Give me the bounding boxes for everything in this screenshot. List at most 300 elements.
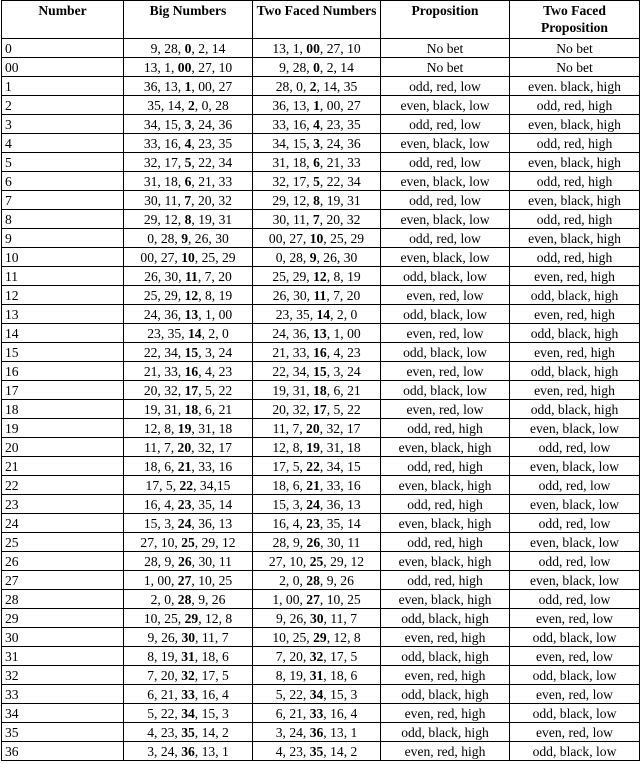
cell-proposition: even, black, high [381, 514, 510, 533]
number-sequence: , 5, 22 [198, 382, 233, 398]
cell-proposition: odd, black, low [381, 381, 510, 400]
highlighted-number: 5 [313, 173, 320, 189]
cell-proposition: even, black, low [381, 96, 510, 115]
cell-two-faced-proposition: odd, black, low [510, 704, 640, 723]
cell-number: 14 [2, 324, 124, 343]
highlighted-number: 19 [306, 439, 320, 455]
cell-two-faced-numbers [253, 248, 381, 267]
number-sequence: , 10, 25 [319, 591, 361, 607]
number-sequence: 33, 16, [272, 116, 314, 132]
cell-two-faced-numbers [253, 362, 381, 381]
cell-proposition: odd, black, low [381, 305, 510, 324]
cell-two-faced-proposition: even, red, low [510, 685, 640, 704]
cell-big-numbers [124, 248, 253, 267]
cell-number: 18 [2, 400, 124, 419]
number-sequence: 23, 35, [275, 306, 317, 322]
highlighted-number: 17 [184, 382, 199, 398]
number-sequence: , 1, 00 [326, 325, 361, 341]
cell-big-numbers [124, 77, 253, 96]
number-sequence: 18, 6, [143, 458, 178, 474]
cell-two-faced-numbers [253, 457, 381, 476]
table-row [2, 704, 640, 723]
cell-proposition: odd, black, high [381, 723, 510, 742]
number-sequence: , 2, 14 [191, 40, 226, 56]
table-row [2, 191, 640, 210]
cell-proposition: odd, red, high [381, 419, 510, 438]
number-sequence: 33, 16, [143, 135, 185, 151]
number-sequence: 8, 19, [275, 667, 310, 683]
number-sequence: 30, 11, [272, 211, 313, 227]
number-sequence: 23, 35, [147, 325, 188, 341]
table-row [2, 590, 640, 609]
number-sequence: , 23, 35 [191, 135, 233, 151]
cell-proposition: odd, red, low [381, 191, 510, 210]
cell-proposition: even, black, low [381, 210, 510, 229]
cell-big-numbers [124, 552, 253, 571]
number-sequence: 28, 9, [272, 534, 307, 550]
cell-two-faced-proposition: odd, red, high [510, 134, 640, 153]
cell-proposition: even, red, high [381, 704, 510, 723]
number-sequence: 34, 15, [143, 116, 185, 132]
cell-two-faced-proposition: even, black, high [510, 229, 640, 248]
highlighted-number: 0 [184, 40, 192, 56]
cell-big-numbers [124, 58, 253, 77]
cell-proposition: odd, black, high [381, 685, 510, 704]
highlighted-number: 0 [313, 59, 320, 75]
number-sequence: 9, 26, [275, 610, 310, 626]
cell-two-faced-proposition: odd, red, high [510, 96, 640, 115]
cell-big-numbers [124, 666, 253, 685]
number-sequence: 3, 24, [275, 724, 310, 740]
number-sequence: 25, 29, [143, 287, 185, 303]
cell-two-faced-numbers [253, 229, 381, 248]
cell-two-faced-proposition: odd, black, high [510, 324, 640, 343]
cell-big-numbers [124, 172, 253, 191]
number-sequence: , 1, 00 [198, 306, 233, 322]
highlighted-number: 13 [184, 306, 199, 322]
cell-two-faced-proposition: even, red, high [510, 267, 640, 286]
highlighted-number: 6 [313, 154, 320, 170]
highlighted-number: 5 [184, 154, 192, 170]
highlighted-number: 34 [309, 686, 324, 702]
highlighted-number: 15 [184, 344, 199, 360]
highlighted-number: 26 [306, 534, 321, 550]
number-sequence: 32, 17, [143, 154, 185, 170]
table-row [2, 685, 640, 704]
cell-big-numbers [124, 362, 253, 381]
cell-number: 2 [2, 96, 124, 115]
table-row [2, 305, 640, 324]
number-sequence: 3, 24, [147, 743, 182, 759]
cell-two-faced-proposition: even. black, high [510, 77, 640, 96]
cell-two-faced-proposition: odd, black, high [510, 362, 640, 381]
highlighted-number: 24 [306, 496, 320, 512]
cell-two-faced-proposition: odd, black, low [510, 666, 640, 685]
number-sequence: 17, 5, [272, 458, 307, 474]
cell-proposition: odd, red, high [381, 495, 510, 514]
cell-two-faced-proposition: even, black, low [510, 571, 640, 590]
highlighted-number: 4 [313, 116, 320, 132]
cell-proposition: odd, black, high [381, 609, 510, 628]
number-sequence: , 18, 6 [194, 648, 229, 664]
cell-big-numbers [124, 153, 253, 172]
highlighted-number: 31 [181, 648, 195, 664]
cell-big-numbers [124, 39, 253, 58]
number-sequence: 27, 10, [268, 553, 310, 569]
table-row [2, 343, 640, 362]
number-sequence: 13, 1, [143, 59, 178, 75]
cell-number: 24 [2, 514, 124, 533]
highlighted-number: 19 [177, 420, 192, 436]
number-sequence: , 22, 34 [191, 154, 233, 170]
cell-two-faced-proposition: odd, red, low [510, 476, 640, 495]
cell-two-faced-proposition: even, red, low [510, 723, 640, 742]
number-sequence: 2, 0, [150, 591, 178, 607]
cell-two-faced-numbers [253, 533, 381, 552]
cell-proposition: even, black, high [381, 552, 510, 571]
cell-number: 9 [2, 229, 124, 248]
cell-two-faced-proposition: odd, red, low [510, 552, 640, 571]
number-sequence: , 35, 14 [319, 515, 361, 531]
table-row [2, 476, 640, 495]
cell-two-faced-proposition: even, red, high [510, 305, 640, 324]
number-sequence: 0, 28, [275, 249, 310, 265]
number-sequence: , 23, 35 [319, 116, 361, 132]
cell-proposition: odd, red, high [381, 457, 510, 476]
number-sequence: , 26, 30 [316, 249, 358, 265]
cell-big-numbers [124, 704, 253, 723]
cell-two-faced-proposition: even, black, low [510, 533, 640, 552]
number-sequence: 9, 28, [279, 59, 314, 75]
highlighted-number: 27 [306, 591, 320, 607]
highlighted-number: 18 [184, 401, 199, 417]
number-sequence: 11, 7, [144, 439, 178, 455]
cell-two-faced-numbers [253, 742, 381, 761]
cell-big-numbers [124, 210, 253, 229]
number-sequence: 12, 8, [272, 439, 307, 455]
cell-number: 19 [2, 419, 124, 438]
cell-two-faced-numbers [253, 172, 381, 191]
table-row [2, 609, 640, 628]
cell-two-faced-proposition: odd, black, low [510, 742, 640, 761]
cell-proposition: even, black, high [381, 590, 510, 609]
cell-two-faced-proposition: even, black, low [510, 419, 640, 438]
cell-two-faced-proposition: even, black, high [510, 191, 640, 210]
cell-two-faced-proposition: odd, black, high [510, 400, 640, 419]
cell-big-numbers [124, 419, 253, 438]
number-sequence: 26, 30, [144, 268, 185, 284]
cell-big-numbers [124, 628, 253, 647]
number-sequence: 7, 20, [275, 648, 310, 664]
number-sequence: 16, 4, [143, 496, 178, 512]
cell-two-faced-proposition: even, red, low [510, 609, 640, 628]
table-row [2, 58, 640, 77]
cell-two-faced-proposition: even, black, high [510, 115, 640, 134]
cell-number: 8 [2, 210, 124, 229]
number-sequence: , 2, 0 [330, 306, 358, 322]
number-sequence: 31, 18, [272, 154, 314, 170]
highlighted-number: 21 [306, 477, 320, 493]
number-sequence: 10, 25, [272, 629, 314, 645]
number-sequence: , 25, 29 [194, 249, 236, 265]
header-two-faced-numbers: Two Faced Numbers [253, 1, 381, 39]
cell-number: 1 [2, 77, 124, 96]
highlighted-number: 24 [177, 515, 192, 531]
number-sequence: , 30, 11 [191, 553, 232, 569]
cell-two-faced-proposition: No bet [510, 58, 640, 77]
highlighted-number: 34 [181, 705, 195, 721]
highlighted-number: 22 [306, 458, 320, 474]
highlighted-number: 9 [309, 249, 317, 265]
cell-number: 3 [2, 115, 124, 134]
cell-two-faced-numbers [253, 647, 381, 666]
cell-two-faced-numbers [253, 590, 381, 609]
cell-big-numbers [124, 305, 253, 324]
number-sequence: 31, 18, [143, 173, 185, 189]
number-sequence: , 7, 20 [197, 268, 232, 284]
cell-two-faced-proposition: odd, red, high [510, 210, 640, 229]
highlighted-number: 29 [184, 610, 199, 626]
highlighted-number: 23 [177, 496, 192, 512]
number-sequence: , 4, 23 [326, 344, 361, 360]
number-sequence: 10, 25, [143, 610, 185, 626]
number-sequence: , 27, 10 [319, 40, 361, 56]
cell-proposition: No bet [381, 58, 510, 77]
table-row [2, 324, 640, 343]
highlighted-number: 22 [179, 477, 194, 493]
number-sequence: , 3, 24 [198, 344, 233, 360]
number-sequence: , 10, 25 [191, 572, 233, 588]
number-sequence: , 19, 31 [319, 192, 361, 208]
number-sequence: , 8, 19 [198, 287, 233, 303]
table-row [2, 400, 640, 419]
cell-big-numbers [124, 267, 253, 286]
cell-big-numbers [124, 457, 253, 476]
cell-two-faced-numbers [253, 400, 381, 419]
cell-two-faced-proposition: odd, red, low [510, 590, 640, 609]
table-row [2, 666, 640, 685]
cell-proposition: odd, black, low [381, 267, 510, 286]
cell-two-faced-proposition: No bet [510, 39, 640, 58]
cell-number: 22 [2, 476, 124, 495]
cell-number: 0 [2, 39, 124, 58]
number-sequence: , 25, 29 [323, 230, 365, 246]
number-sequence: , 13, 1 [194, 743, 229, 759]
cell-number: 10 [2, 248, 124, 267]
highlighted-number: 31 [309, 667, 324, 683]
cell-number: 23 [2, 495, 124, 514]
cell-number: 00 [2, 58, 124, 77]
number-sequence: 27, 10, [140, 534, 182, 550]
cell-proposition: odd, black, high [381, 647, 510, 666]
highlighted-number: 26 [178, 553, 192, 569]
cell-two-faced-numbers [253, 552, 381, 571]
highlighted-number: 32 [181, 667, 195, 683]
number-sequence: 13, 1, [272, 40, 307, 56]
number-sequence: 15, 3, [272, 496, 307, 512]
cell-number: 27 [2, 571, 124, 590]
number-sequence: , 36, 13 [191, 515, 233, 531]
cell-proposition: No bet [381, 39, 510, 58]
table-row [2, 115, 640, 134]
cell-number: 21 [2, 457, 124, 476]
number-sequence: , 17, 5 [323, 648, 358, 664]
cell-two-faced-numbers [253, 419, 381, 438]
number-sequence: , 11, 7 [195, 629, 229, 645]
number-sequence: , 18, 6 [323, 667, 358, 683]
highlighted-number: 33 [309, 705, 324, 721]
highlighted-number: 1 [184, 78, 192, 94]
cell-two-faced-numbers [253, 115, 381, 134]
number-sequence: 28, 0, [275, 78, 310, 94]
table-row [2, 96, 640, 115]
cell-proposition: odd, red, high [381, 533, 510, 552]
number-sequence: , 00, 27 [319, 97, 361, 113]
cell-two-faced-numbers [253, 343, 381, 362]
cell-number: 16 [2, 362, 124, 381]
number-sequence: , 14, 35 [316, 78, 358, 94]
highlighted-number: 36 [309, 724, 324, 740]
table-row [2, 286, 640, 305]
number-sequence: 6, 21, [147, 686, 182, 702]
table-row [2, 362, 640, 381]
highlighted-number: 29 [313, 629, 327, 645]
number-sequence: 4, 23, [275, 743, 310, 759]
number-sequence: 24, 36, [143, 306, 185, 322]
cell-number: 32 [2, 666, 124, 685]
highlighted-number: 18 [313, 382, 327, 398]
cell-proposition: odd, red, low [381, 115, 510, 134]
number-sequence: 9, 26, [147, 629, 182, 645]
cell-two-faced-numbers [253, 704, 381, 723]
cell-number: 5 [2, 153, 124, 172]
header-two-faced-proposition: Two Faced Proposition [510, 1, 640, 39]
cell-number: 6 [2, 172, 124, 191]
number-sequence: 12, 8, [143, 420, 178, 436]
highlighted-number: 33 [181, 686, 195, 702]
highlighted-number: 8 [184, 211, 192, 227]
cell-two-faced-proposition: even, black, low [510, 457, 640, 476]
table-row [2, 381, 640, 400]
cell-number: 4 [2, 134, 124, 153]
number-sequence: , 32, 17 [319, 420, 361, 436]
number-sequence: 24, 36, [272, 325, 314, 341]
cell-proposition: even, black, high [381, 438, 510, 457]
number-sequence: 1, 00, [143, 572, 178, 588]
number-sequence: , 12, 8 [198, 610, 233, 626]
cell-number: 34 [2, 704, 124, 723]
number-sequence: , 35, 14 [191, 496, 233, 512]
cell-big-numbers [124, 571, 253, 590]
table-row [2, 248, 640, 267]
cell-big-numbers [124, 134, 253, 153]
table-row [2, 438, 640, 457]
cell-proposition: even, red, low [381, 362, 510, 381]
number-sequence: , 5, 22 [326, 401, 361, 417]
cell-two-faced-numbers [253, 628, 381, 647]
number-sequence: , 3, 24 [326, 363, 361, 379]
cell-two-faced-numbers [253, 476, 381, 495]
cell-big-numbers [124, 324, 253, 343]
cell-number: 11 [2, 267, 124, 286]
number-sequence: 7, 20, [147, 667, 182, 683]
highlighted-number: 13 [313, 325, 327, 341]
number-sequence: , 7, 20 [326, 287, 361, 303]
number-sequence: , 14, 2 [323, 743, 358, 759]
highlighted-number: 00 [177, 59, 192, 75]
cell-two-faced-numbers [253, 58, 381, 77]
number-sequence: , 34,15 [193, 477, 231, 493]
number-sequence: 18, 6, [272, 477, 307, 493]
number-sequence: , 19, 31 [191, 211, 233, 227]
number-sequence: , 33, 16 [319, 477, 361, 493]
cell-two-faced-proposition: even, red, high [510, 381, 640, 400]
number-sequence: , 16, 4 [323, 705, 358, 721]
number-sequence: , 26, 30 [188, 230, 229, 246]
table-row [2, 647, 640, 666]
cell-big-numbers [124, 381, 253, 400]
cell-big-numbers [124, 115, 253, 134]
cell-big-numbers [124, 533, 253, 552]
cell-number: 7 [2, 191, 124, 210]
table-row [2, 723, 640, 742]
number-sequence: , 6, 21 [326, 382, 361, 398]
number-sequence: 9, 28, [150, 40, 185, 56]
cell-two-faced-proposition: even, red, high [510, 343, 640, 362]
table-row [2, 153, 640, 172]
number-sequence: , 33, 16 [191, 458, 233, 474]
table-header [2, 1, 640, 39]
number-sequence: , 27, 10 [191, 59, 233, 75]
cell-number: 28 [2, 590, 124, 609]
cell-two-faced-numbers [253, 571, 381, 590]
number-sequence: , 0, 28 [194, 97, 229, 113]
cell-big-numbers [124, 476, 253, 495]
cell-two-faced-proposition: odd, red, low [510, 514, 640, 533]
cell-two-faced-proposition: even, red, low [510, 647, 640, 666]
cell-two-faced-numbers [253, 286, 381, 305]
header-row [2, 1, 640, 39]
table-row [2, 134, 640, 153]
cell-big-numbers [124, 438, 253, 457]
cell-proposition: even, black, high [381, 476, 510, 495]
cell-proposition: odd, red, low [381, 229, 510, 248]
number-sequence: , 2, 14 [319, 59, 354, 75]
cell-big-numbers [124, 343, 253, 362]
table-row [2, 742, 640, 761]
number-sequence: , 24, 36 [319, 135, 361, 151]
number-sequence: 25, 29, [272, 268, 314, 284]
number-sequence: , 6, 21 [198, 401, 233, 417]
highlighted-number: 20 [177, 439, 192, 455]
number-sequence: , 00, 27 [191, 78, 233, 94]
number-sequence: , 16, 4 [194, 686, 229, 702]
highlighted-number: 1 [313, 97, 320, 113]
highlighted-number: 17 [313, 401, 327, 417]
cell-big-numbers [124, 609, 253, 628]
number-sequence: , 29, 12 [323, 553, 365, 569]
number-sequence: , 34, 15 [319, 458, 361, 474]
number-sequence: , 20, 32 [191, 192, 232, 208]
highlighted-number: 9 [181, 230, 188, 246]
table-row [2, 77, 640, 96]
number-sequence: 28, 9, [144, 553, 179, 569]
cell-proposition: odd, red, high [381, 571, 510, 590]
cell-number: 20 [2, 438, 124, 457]
table-row [2, 210, 640, 229]
highlighted-number: 2 [309, 78, 317, 94]
table-row [2, 457, 640, 476]
